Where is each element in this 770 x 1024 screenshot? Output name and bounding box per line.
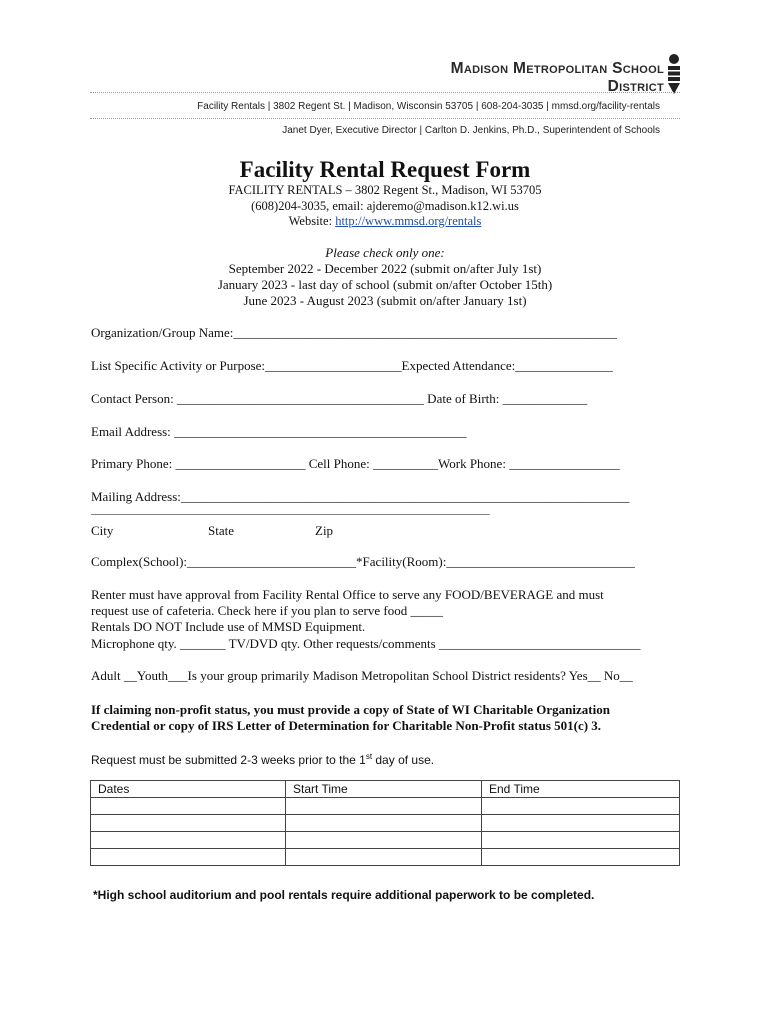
phone-email-line: (608)204-3035, email: ajderemo@madison.k12.wi.us (251, 199, 519, 213)
term-option[interactable]: January 2023 - last day of school (submit on/after October 15th) (217, 277, 553, 292)
nonprofit-note: If claiming non-profit status, you must provide a copy of State of WI Charitable Organization (91, 702, 610, 717)
start-time-header: Start Time (286, 781, 482, 798)
email-field[interactable]: Email Address: _____________________________________________ (91, 424, 467, 439)
food-check-line[interactable]: request use of cafeteria. Check here if you plan to serve food _____ (91, 603, 443, 618)
end-time-cell[interactable] (482, 798, 680, 815)
nonprofit-note: Credential or copy of IRS Letter of Determination for Charitable Non-Profit status 501(c) 3. (91, 718, 602, 733)
website-link[interactable]: http://www.mmsd.org/rentals (335, 214, 482, 228)
form-title: Facility Rental Request Form (239, 157, 531, 182)
district-name: Madison Metropolitan School District (450, 60, 664, 95)
district-logo-icon (666, 54, 682, 96)
end-time-header: End Time (482, 781, 680, 798)
mailing-address-line2[interactable]: ___________________________________________________________________________________ (91, 505, 490, 516)
residents-question[interactable]: Adult __Youth___Is your group primarily Madison Metropolitan School District residents? Yes__ No__ (91, 668, 633, 683)
footnote: *High school auditorium and pool rentals require additional paperwork to be completed. (93, 888, 595, 902)
address-line: FACILITY RENTALS – 3802 Regent St., Madison, WI 53705 (228, 183, 542, 197)
date-cell[interactable] (91, 815, 286, 832)
website-line (0, 214, 770, 229)
equipment-requests-field[interactable]: Microphone qty. _______ TV/DVD qty. Other requests/comments _______________________________ (91, 636, 641, 651)
activity-attendance-field[interactable]: List Specific Activity or Purpose:_____________________Expected Attendance:_______________ (91, 358, 613, 373)
table-row (91, 798, 680, 815)
zip-label: Zip (315, 523, 334, 538)
request-timing-note: Request must be submitted 2-3 weeks prior to the 1st day of use. (91, 752, 435, 767)
date-cell[interactable] (91, 849, 286, 866)
dates-table (90, 780, 680, 866)
complex-facility-field[interactable]: Complex(School):__________________________*Facility(Room):_____________________________ (91, 554, 635, 569)
start-time-cell[interactable] (286, 798, 482, 815)
table-row (91, 815, 680, 832)
end-time-cell[interactable] (482, 815, 680, 832)
dates-header: Dates (91, 781, 286, 798)
term-option[interactable]: June 2023 - August 2023 (submit on/after January 1st) (243, 293, 527, 308)
end-time-cell[interactable] (482, 849, 680, 866)
mailing-address-field[interactable]: Mailing Address:_____________________________________________________________________ (91, 489, 630, 504)
check-instruction: Please check only one: (325, 245, 445, 260)
contact-dob-field[interactable]: Contact Person: ______________________________________ Date of Birth: _____________ (91, 391, 588, 406)
organization-field[interactable]: Organization/Group Name:___________________________________________________________ (91, 325, 617, 340)
city-label: City (91, 523, 114, 538)
state-label: State (208, 523, 234, 538)
table-row (91, 849, 680, 866)
header-contact-line: Facility Rentals | 3802 Regent St. | Madison, Wisconsin 53705 | 608-204-3035 | mmsd.org/facility-rentals (197, 101, 660, 112)
website-label: Website: (288, 214, 336, 228)
phones-field[interactable]: Primary Phone: ____________________ Cell Phone: __________Work Phone: _________________ (91, 456, 620, 471)
header-divider (90, 92, 680, 93)
table-header-row (91, 781, 680, 798)
date-cell[interactable] (91, 798, 286, 815)
start-time-cell[interactable] (286, 815, 482, 832)
header-divider (90, 118, 680, 119)
term-option[interactable]: September 2022 - December 2022 (submit on/after July 1st) (228, 261, 542, 276)
header-staff-line: Janet Dyer, Executive Director | Carlton D. Jenkins, Ph.D., Superintendent of Schools (282, 125, 660, 136)
city-state-zip-labels (91, 523, 391, 541)
end-time-cell[interactable] (482, 832, 680, 849)
date-cell[interactable] (91, 832, 286, 849)
table-row (91, 832, 680, 849)
start-time-cell[interactable] (286, 849, 482, 866)
equipment-note-line: Rentals DO NOT Include use of MMSD Equipment. (91, 619, 366, 634)
food-note-line: Renter must have approval from Facility Rental Office to serve any FOOD/BEVERAGE and must (91, 587, 604, 602)
start-time-cell[interactable] (286, 832, 482, 849)
